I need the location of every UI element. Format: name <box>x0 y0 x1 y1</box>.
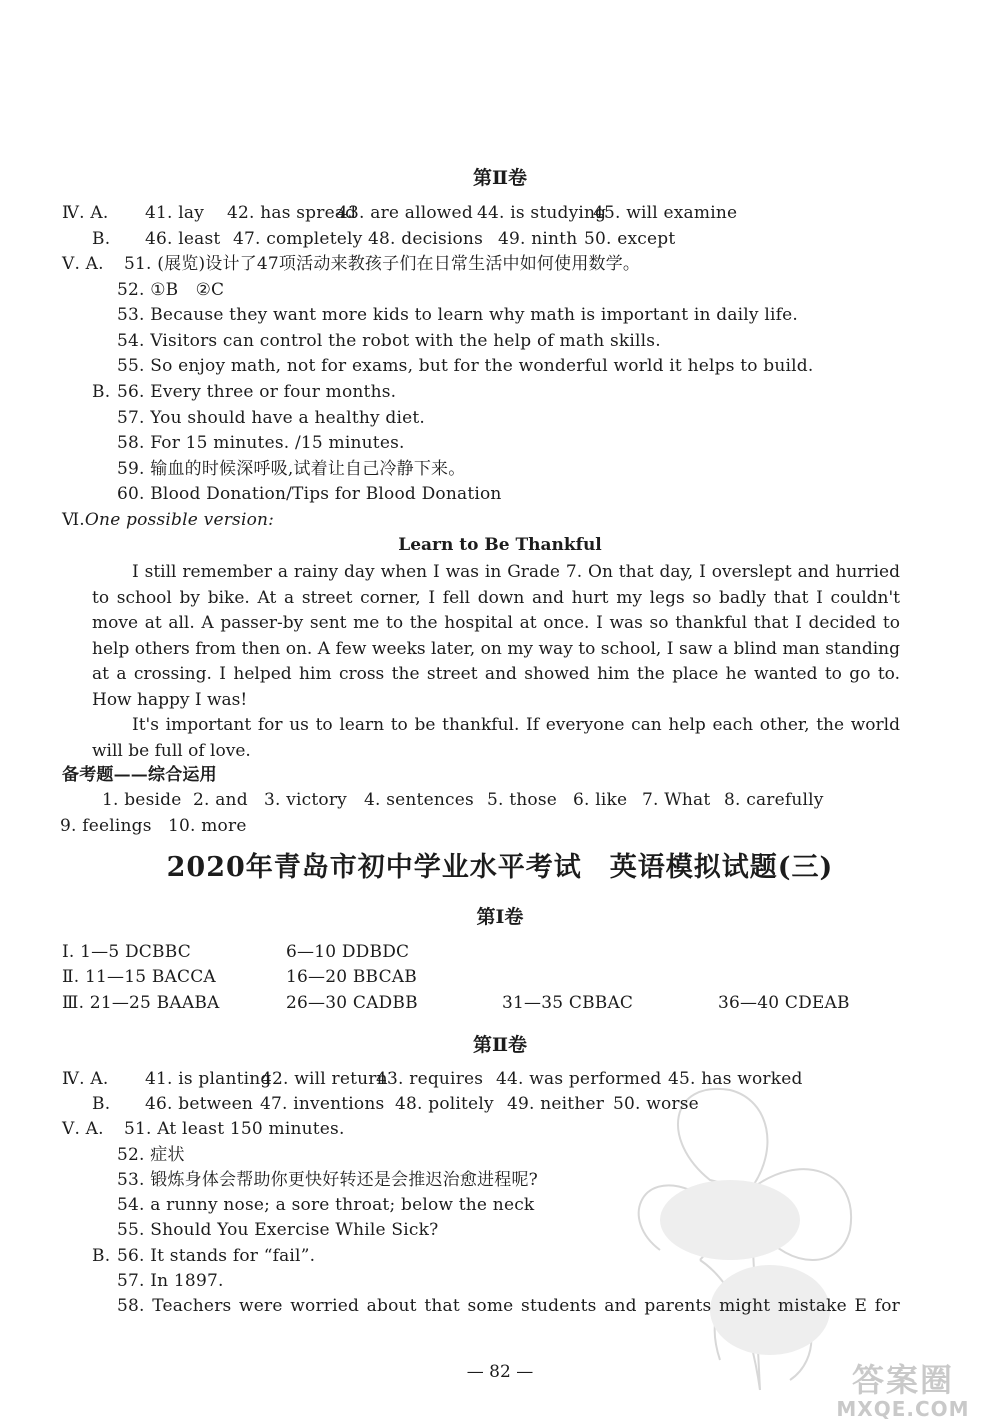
answer-item: 42. will return <box>261 1069 388 1089</box>
answer-53-second: 53. 锻炼身体会帮助你更快好转还是会推迟治愈进程呢? <box>117 1170 538 1190</box>
answer-item: 47. completely <box>233 229 363 249</box>
answer-item: 31—35 CBBAC <box>502 993 634 1013</box>
answer-54: 54. Visitors can control the robot with the help of math skills. <box>117 331 661 351</box>
section-heading-part1: 第Ⅰ卷 <box>476 906 524 928</box>
essay-paragraph-2: It's important for us to learn to be thankful. If everyone can help each other, the world will be full of love. <box>92 715 900 761</box>
answer-item: 46. between <box>145 1094 254 1114</box>
site-logo-watermark <box>818 1355 988 1421</box>
answer-57-second: 57. In 1897. <box>117 1271 224 1291</box>
row-label: Ⅳ. A. <box>62 1069 109 1089</box>
answer-52-second: 52. 症状 <box>117 1145 185 1165</box>
answer-item: 58. Teachers were worried about that some students and parents might mistake E for <box>117 1296 900 1316</box>
answer-item: 56. It stands for “fail”. <box>117 1246 316 1266</box>
answer-item: 45. has worked <box>668 1069 803 1089</box>
answer-item: 50. except <box>584 229 676 249</box>
answer-item: 43. requires <box>376 1069 484 1089</box>
answer-row-v-b-56 <box>92 381 396 403</box>
answer-row-iv-a <box>62 202 737 224</box>
answer-item: 49. ninth <box>498 229 578 249</box>
answer-row-iv-b-second <box>92 1093 699 1115</box>
answer-item: 41. is planting <box>145 1069 272 1089</box>
logo-url: MXQE.COM <box>836 1397 970 1421</box>
row-label: B. <box>92 382 111 402</box>
answer-item: 43. are allowed <box>337 203 473 223</box>
row-label: B. <box>92 229 111 249</box>
logo-text: 答案圈 <box>851 1361 954 1399</box>
answer-row-v-b-second <box>92 1245 315 1267</box>
answer-item: 44. is studying <box>477 203 607 223</box>
answer-item: 45. will examine <box>593 203 738 223</box>
answer-row-v-a-51 <box>62 253 640 275</box>
answer-item: 36—40 CDEAB <box>718 993 850 1013</box>
answer-item: 7. What <box>642 790 711 810</box>
bonus-row-2 <box>60 815 247 837</box>
row-label: B. <box>92 1246 111 1266</box>
answer-57: 57. You should have a healthy diet. <box>117 408 426 428</box>
answer-53: 53. Because they want more kids to learn why math is important in daily life. <box>117 305 798 325</box>
bonus-heading: 备考题——综合运用 <box>62 765 217 785</box>
answer-58-second <box>117 1295 900 1317</box>
exam-title: 2020年青岛市初中学业水平考试 英语模拟试题(三) <box>166 852 834 883</box>
answer-55-second: 55. Should You Exercise While Sick? <box>117 1220 439 1240</box>
answer-item: 51. At least 150 minutes. <box>124 1119 345 1139</box>
answer-item: Ⅲ. 21—25 BAABA <box>62 993 220 1013</box>
answer-item: 51. (展览)设计了47项活动来教孩子们在日常生活中如何使用数学。 <box>124 254 641 274</box>
essay-paragraph-1: I still remember a rainy day when I was in Grade 7. On that day, I overslept and hurried to school by bike. At a street corner, I fell down and hurt my legs so badly that I couldn't move at all. A passer-by sent me to the hospital at once. I was so thankful that I decided to help others from then on. A few weeks later, on my way to school, I saw a blind man standing at a crossing. I helped him cross the street and showed him the place he wanted to go to. How happy I was! <box>92 562 900 710</box>
answer-row-iv-b <box>92 228 675 250</box>
page-number: — 82 — <box>466 1362 534 1382</box>
essay-title: Learn to Be Thankful <box>398 535 602 555</box>
part1-row-1 <box>62 941 409 963</box>
row-label: Ⅴ. A. <box>62 1119 104 1139</box>
answer-item: 56. Every three or four months. <box>117 382 397 402</box>
section-heading-part2: 第Ⅱ卷 <box>472 167 527 189</box>
answer-row-iv-a-second <box>62 1068 803 1090</box>
part1-row-2 <box>62 966 417 988</box>
row-label: Ⅴ. A. <box>62 254 104 274</box>
answer-item: 16—20 BBCAB <box>286 967 417 987</box>
row-label: B. <box>92 1094 111 1114</box>
answer-item: 9. feelings <box>60 816 152 836</box>
answer-item: 5. those <box>487 790 558 810</box>
section-heading-part2-second: 第Ⅱ卷 <box>472 1034 527 1056</box>
answer-item: 46. least <box>145 229 221 249</box>
answer-55: 55. So enjoy math, not for exams, but for the wonderful world it helps to build. <box>117 356 814 376</box>
answer-item: 47. inventions <box>260 1094 385 1114</box>
answer-item: 48. decisions <box>368 229 484 249</box>
answer-54-second: 54. a runny nose; a sore throat; below the neck <box>117 1195 535 1215</box>
answer-item: 2. and <box>193 790 248 810</box>
answer-item: 8. carefully <box>724 790 824 810</box>
version-label: One possible version: <box>84 510 275 530</box>
answer-item: 10. more <box>168 816 247 836</box>
answer-item: 50. worse <box>613 1094 699 1114</box>
answer-item: 1. beside <box>102 790 182 810</box>
answer-row-v-a-second <box>62 1118 345 1140</box>
answer-item: 3. victory <box>264 790 347 810</box>
answer-item: Ⅱ. 11—15 BACCA <box>62 967 216 987</box>
answer-60: 60. Blood Donation/Tips for Blood Donation <box>117 484 502 504</box>
row-label: Ⅵ. <box>62 510 85 530</box>
answer-item: 48. politely <box>395 1094 494 1114</box>
row-label: Ⅳ. A. <box>62 203 109 223</box>
answer-52: 52. ①B ②C <box>117 280 225 300</box>
answer-row-vi <box>62 509 274 531</box>
bonus-row-1 <box>102 789 824 811</box>
answer-item: 26—30 CADBB <box>286 993 418 1013</box>
answer-item: 41. lay <box>145 203 205 223</box>
answer-58: 58. For 15 minutes. /15 minutes. <box>117 433 405 453</box>
answer-item: 4. sentences <box>364 790 474 810</box>
answer-item: 42. has spread <box>227 203 357 223</box>
answer-item: 44. was performed <box>496 1069 662 1089</box>
answer-item: 6—10 DDBDC <box>286 942 410 962</box>
answer-59: 59. 输血的时候深呼吸,试着让自己冷静下来。 <box>117 459 466 479</box>
answer-item: 6. like <box>573 790 628 810</box>
answer-item: 49. neither <box>507 1094 605 1114</box>
part1-row-3 <box>62 992 850 1014</box>
answer-item: Ⅰ. 1—5 DCBBC <box>62 942 191 962</box>
